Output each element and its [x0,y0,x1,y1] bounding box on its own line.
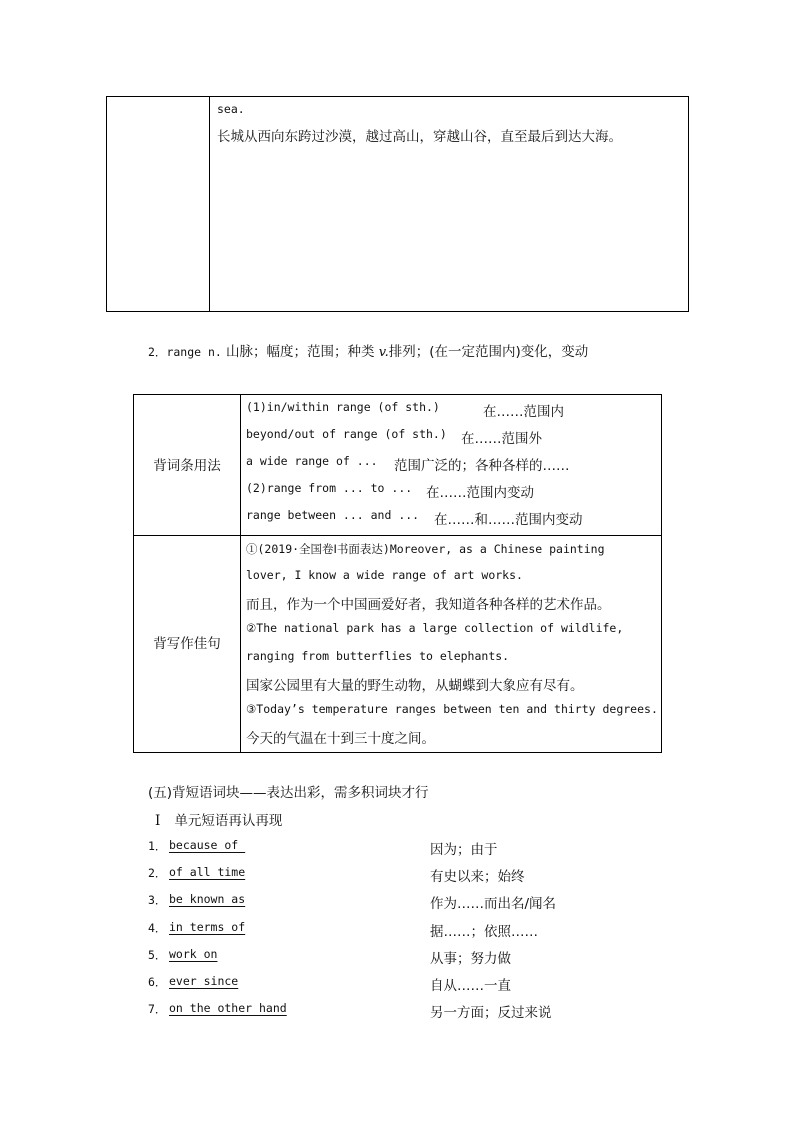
section-title: (五)背短语词块——表达出彩，需多积词块才行 [148,785,429,801]
headword: range n. [166,345,222,359]
chinese-translation: 长城从西向东跨过沙漠，越过高山，穿越山谷，直至最后到达大海。 [217,129,622,145]
roman-numeral: Ⅰ [155,813,161,829]
phrase-chinese: 有史以来；始终 [430,869,525,885]
item-number: 2． [148,345,167,359]
phrase-english: be known as [169,892,246,906]
phrase-chinese: 作为……而出名/闻名 [430,896,557,912]
phrase-chinese: 因为；由于 [430,842,498,858]
phrase-english: of all time [169,865,246,879]
subsection-title: Ⅰ 单元短语再认再现 [155,813,283,829]
phrase-chinese: 据……；依照…… [430,924,538,940]
example-sentence-1: ①(2019·全国卷Ⅰ书面表达)Moreover, as a Chinese painting [246,542,605,556]
phrase-chinese: 另一方面；反过来说 [430,1005,552,1021]
example-translation-2: 国家公园里有大量的野生动物，从蝴蝶到大象应有尽有。 [246,678,584,694]
example-sentence-2-cont: ranging from butterflies to elephants. [246,649,510,663]
usage-row: beyond/out of range (of sth.) 在……范围外 [246,427,542,447]
meaning-verb: 排列；(在一定范围内)变化，变动 [388,344,589,360]
example-translation-3: 今天的气温在十到三十度之间。 [246,731,435,747]
english-sentence-end: sea. [217,102,245,116]
example-sentence-1-cont: lover, I know a wide range of art works. [246,568,523,582]
continued-table [106,96,689,312]
example-sentence-3: ③Today’s temperature ranges between ten and thirty degrees. [246,702,658,716]
phrase-chinese: 自从……一直 [430,978,511,994]
usage-row: range between ... and ... 在……和……范围内变动 [246,508,583,528]
usage-row: a wide range of ... 范围广泛的；各种各样的…… [246,454,570,474]
example-sentence-2: ②The national park has a large collection of wildlife, [246,621,624,635]
table-divider-vertical [240,395,241,752]
usage-table [133,394,662,753]
phrase-english: ever since [169,974,239,988]
phrase-english: because of [169,838,246,852]
phrase-chinese: 从事；努力做 [430,951,511,967]
sentence-label: 背写作佳句 [153,636,221,652]
usage-row: (1)in/within range (of sth.) 在……范围内 [246,400,564,420]
table-left-column [107,97,210,311]
usage-row: (2)range from ... to ... 在……范围内变动 [246,481,534,501]
item-2-heading [148,340,588,360]
phrase-english: on the other hand [169,1001,287,1015]
phrase-english: work on [169,947,218,961]
phrase-english: in terms of [169,920,246,934]
example-translation-1: 而且，作为一个中国画爱好者，我知道各种各样的艺术作品。 [246,597,611,613]
table-divider-horizontal [134,535,661,536]
usage-label: 背词条用法 [153,458,221,474]
meaning-noun: 山脉；幅度；范围；种类 [225,344,379,360]
pos-verb: v. [378,345,389,360]
